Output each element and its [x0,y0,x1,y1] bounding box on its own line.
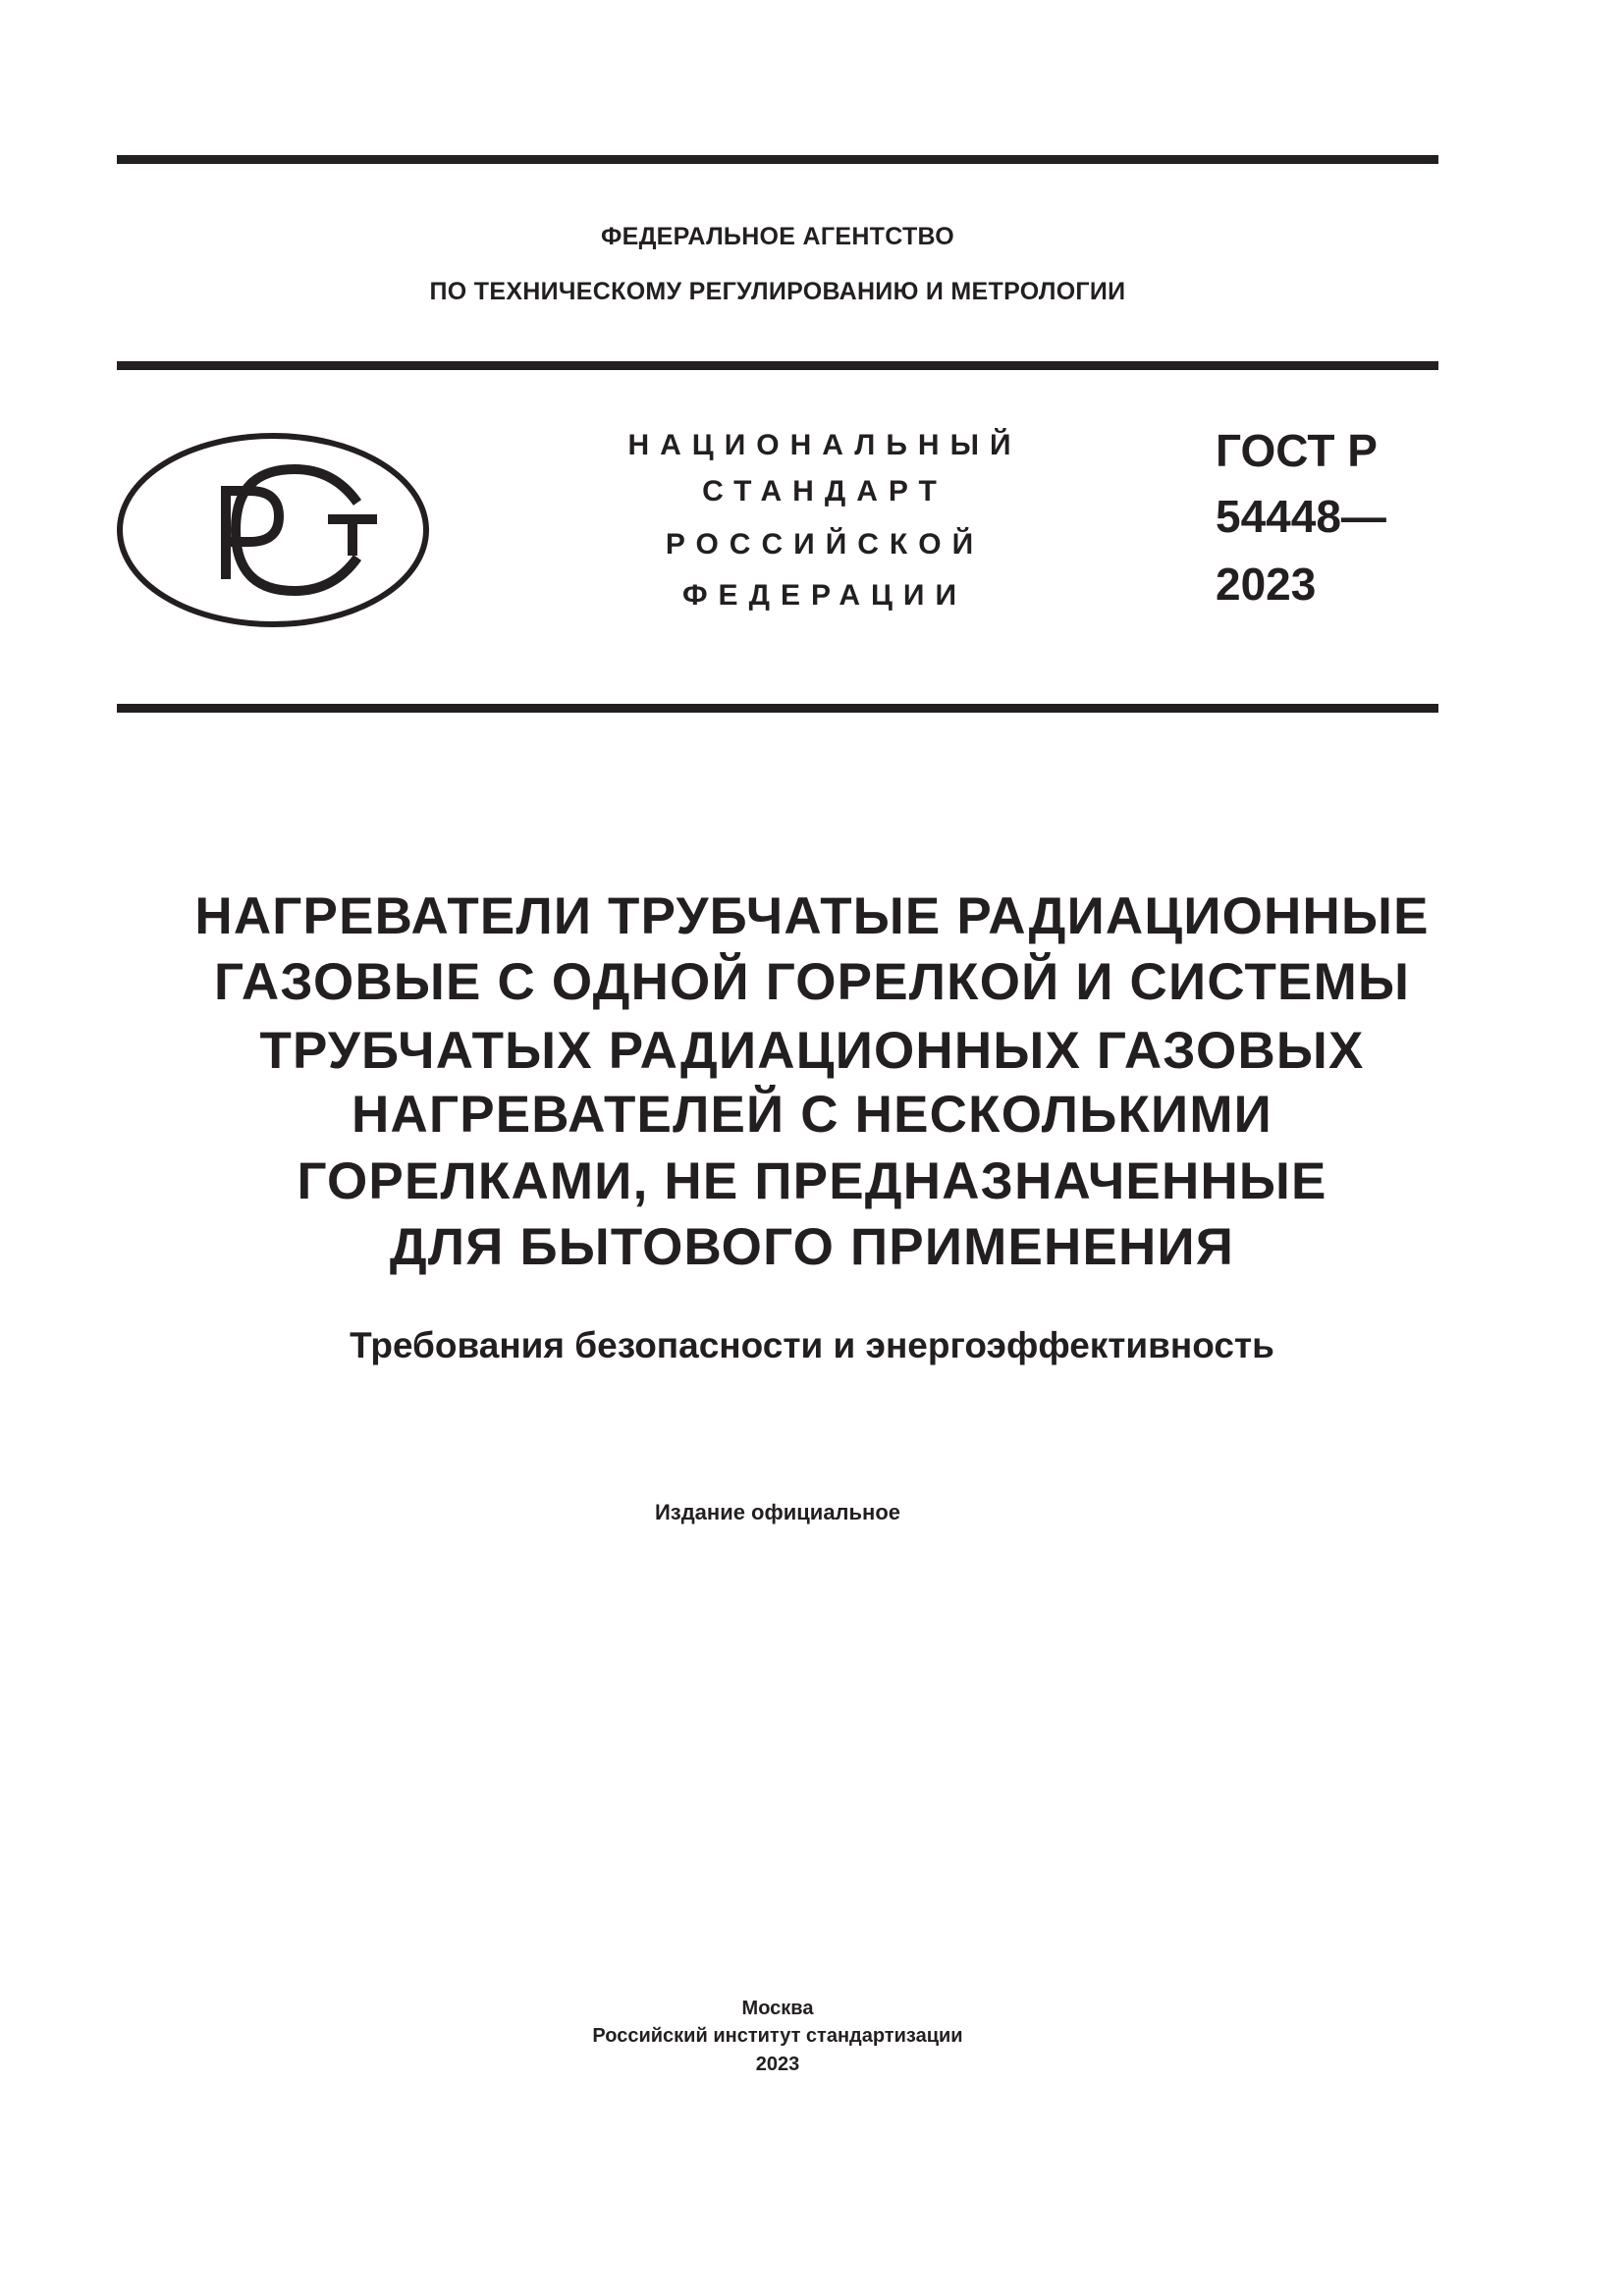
designation-line-2: 54448— [1216,491,1386,542]
agency-line-1: ФЕДЕРАЛЬНОЕ АГЕНТСТВО [600,223,955,250]
standard-type-line-2: СТАНДАРТ [702,475,947,507]
top-rule [117,155,1438,164]
subtitle: Требования безопасности и энергоэффективность [350,1325,1274,1365]
title-line-5: ГОРЕЛКАМИ, НЕ ПРЕДНАЗНАЧЕННЫЕ [297,1152,1327,1210]
title-line-6: ДЛЯ БЫТОВОГО ПРИМЕНЕНИЯ [389,1218,1235,1276]
middle-rule [117,704,1438,713]
title-line-3: ТРУБЧАТЫХ РАДИАЦИОННЫХ ГАЗОВЫХ [259,1022,1365,1080]
standard-type-line-3: РОССИЙСКОЙ [665,528,985,561]
designation-line-1: ГОСТ Р [1216,425,1378,476]
agency-line-2: ПО ТЕХНИЧЕСКОМУ РЕГУЛИРОВАНИЮ И МЕТРОЛОГИИ [429,278,1126,305]
rst-logo-icon [116,432,430,628]
edition-note: Издание официальное [654,1500,901,1524]
designation-line-3: 2023 [1216,559,1317,610]
standard-type-line-1: НАЦИОНАЛЬНЫЙ [627,429,1022,461]
publisher-city: Москва [741,1998,814,2019]
title-line-4: НАГРЕВАТЕЛЕЙ С НЕСКОЛЬКИМИ [352,1086,1272,1144]
title-line-2: ГАЗОВЫЕ С ОДНОЙ ГОРЕЛКОЙ И СИСТЕМЫ [213,953,1411,1011]
publisher-name: Российский институт стандартизации [592,2025,963,2047]
title-line-1: НАГРЕВАТЕЛИ ТРУБЧАТЫЕ РАДИАЦИОННЫЕ [194,887,1430,945]
publisher-year: 2023 [755,2054,800,2075]
standard-type-line-4: ФЕДЕРАЦИИ [681,579,968,612]
header-rule [117,361,1438,370]
